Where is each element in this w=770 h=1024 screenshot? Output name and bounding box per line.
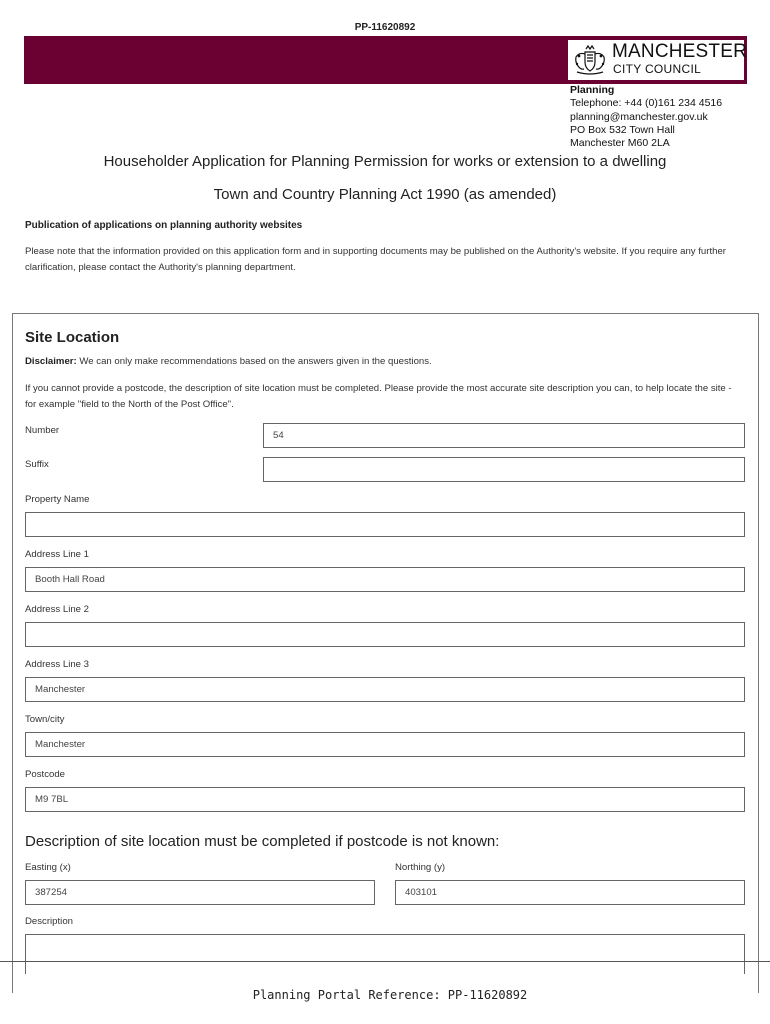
- postcode-label: Postcode: [25, 769, 66, 780]
- logo-subtitle: CITY COUNCIL: [613, 62, 702, 76]
- contact-address-2: Manchester M60 2LA: [570, 137, 670, 150]
- publication-heading: Publication of applications on planning authority websites: [25, 220, 303, 231]
- suffix-label: Suffix: [25, 459, 49, 470]
- disclaimer-text: We can only make recommendations based on the answers given in the questions.: [76, 356, 432, 367]
- address-line-3-field[interactable]: Manchester: [25, 677, 745, 702]
- contact-telephone: Telephone: +44 (0)161 234 4516: [570, 97, 723, 110]
- address-line-2-label: Address Line 2: [25, 604, 89, 615]
- disclaimer: [25, 356, 432, 367]
- description-label: Description: [25, 916, 73, 927]
- document-title: Householder Application for Planning Permission for works or extension to a dwelling: [103, 153, 667, 170]
- address-line-1-label: Address Line 1: [25, 549, 89, 560]
- site-location-heading: Site Location: [25, 329, 120, 346]
- town-city-field[interactable]: Manchester: [25, 732, 745, 757]
- coat-of-arms-icon: [572, 44, 608, 76]
- publication-text: Please note that the information provided on this application form and in supporting documents may be published on the Authority's website. If you require any further clarification, please contact the Authority's planning department.: [25, 246, 726, 273]
- address-line-3-label: Address Line 3: [25, 659, 89, 670]
- footer-divider: [0, 961, 770, 962]
- property-name-field[interactable]: [25, 512, 745, 537]
- footer-reference: Planning Portal Reference: PP-11620892: [252, 988, 528, 1002]
- logo-wordmark: MANCHESTER: [612, 41, 748, 62]
- document-subtitle: Town and Country Planning Act 1990 (as amended): [213, 186, 557, 203]
- contact-address-1: PO Box 532 Town Hall: [570, 123, 675, 136]
- contact-block: [570, 84, 722, 150]
- property-name-label: Property Name: [25, 494, 90, 505]
- number-label: Number: [25, 425, 60, 436]
- suffix-field[interactable]: [263, 457, 745, 482]
- town-city-label: Town/city: [25, 714, 65, 725]
- address-line-1-field[interactable]: Booth Hall Road: [25, 567, 745, 592]
- contact-email: planning@manchester.gov.uk: [570, 110, 708, 123]
- description-heading: Description of site location must be completed if postcode is not known:: [25, 833, 500, 850]
- contact-title: Planning: [570, 84, 615, 96]
- postcode-note: If you cannot provide a postcode, the description of site location must be completed. Please provide the most accurate site description you can, to help locate the site - for example "field to the North of the Post Office".: [25, 383, 732, 410]
- reference-top: PP-11620892: [354, 22, 416, 33]
- disclaimer-label: Disclaimer:: [25, 356, 77, 367]
- easting-field[interactable]: 387254: [25, 880, 375, 905]
- northing-field[interactable]: 403101: [395, 880, 745, 905]
- description-field[interactable]: [25, 934, 745, 974]
- northing-label: Northing (y): [395, 862, 446, 873]
- easting-label: Easting (x): [25, 862, 71, 873]
- address-line-2-field[interactable]: [25, 622, 745, 647]
- postcode-field[interactable]: M9 7BL: [25, 787, 745, 812]
- number-field[interactable]: 54: [263, 423, 745, 448]
